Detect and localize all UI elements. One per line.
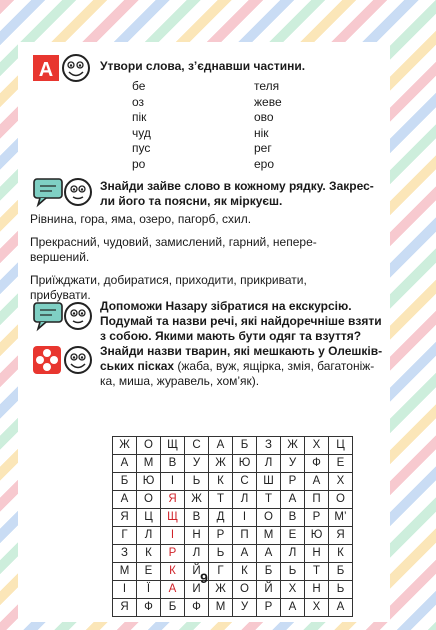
syllable-left: оз [132,94,145,109]
syllable-left: ро [132,156,146,171]
speech-bubble-icon [32,174,94,208]
grid-cell[interactable]: І [233,509,257,527]
grid-row [113,491,353,509]
grid-cell[interactable]: У [281,455,305,473]
grid-cell[interactable]: Г [209,563,233,581]
grid-cell[interactable]: Б [233,437,257,455]
grid-cell[interactable]: Л [137,527,161,545]
grid-cell[interactable]: А [257,545,281,563]
grid-row [113,473,353,491]
grid-cell[interactable]: М [137,455,161,473]
grid-cell[interactable]: З [113,545,137,563]
task4-line-bold: ських пісках [100,359,175,373]
grid-cell[interactable]: І [161,527,185,545]
grid-cell[interactable]: Р [161,545,185,563]
grid-cell[interactable]: Щ [161,437,185,455]
grid-cell[interactable]: Ь [329,581,353,599]
grid-row [113,527,353,545]
svg-text:A: A [38,59,54,81]
grid-cell[interactable]: Е [137,563,161,581]
grid-cell[interactable]: Р [257,599,281,617]
letter-a-icon [32,52,94,84]
odd-word-row-line: прибувати. [30,288,91,302]
grid-cell[interactable]: Ь [281,563,305,581]
grid-cell[interactable]: Т [209,491,233,509]
task3-line: з собою. Якими мають бути одяг та взуття? [100,329,362,343]
task4-animal-hint: ка, миша, журавель, хом’як). [100,374,260,388]
grid-cell[interactable]: И [185,581,209,599]
grid-cell[interactable]: Г [113,527,137,545]
grid-cell[interactable]: О [137,491,161,509]
grid-cell[interactable]: Х [305,599,329,617]
grid-cell[interactable]: Л [233,491,257,509]
grid-cell[interactable]: Б [257,563,281,581]
task3-text [100,299,382,344]
syllable-left: бе [132,79,146,93]
grid-cell[interactable]: М [113,563,137,581]
grid-cell[interactable]: Ю [233,455,257,473]
task1-title: Утвори слова, з’єднавши частини. [100,59,306,73]
grid-cell[interactable]: Ь [209,545,233,563]
page-number: 9 [200,570,208,586]
grid-cell[interactable]: Ф [185,599,209,617]
odd-word-row-line: Рівнина, гора, яма, озеро, пагорб, схил. [30,212,252,226]
grid-cell[interactable]: Щ [161,509,185,527]
grid-cell[interactable]: Н [185,527,209,545]
grid-cell[interactable]: І [161,473,185,491]
grid-cell[interactable]: Я [329,527,353,545]
syllable-left: пус [132,141,151,155]
odd-word-row-line: вершений. [30,250,90,264]
grid-cell[interactable]: В [161,455,185,473]
grid-cell[interactable]: Н [305,545,329,563]
word-search-grid [112,436,353,617]
odd-word-row [30,235,317,265]
grid-cell[interactable]: О [257,509,281,527]
grid-cell[interactable]: Н [305,581,329,599]
odd-word-row [30,212,251,227]
grid-cell[interactable]: Ю [137,473,161,491]
grid-cell[interactable]: Ї [137,581,161,599]
grid-cell[interactable]: І [113,581,137,599]
grid-cell[interactable]: Ж [185,491,209,509]
grid-cell[interactable]: Ж [281,437,305,455]
task3-line: Подумай та назви речі, які найдоречніше взяти [100,314,382,328]
grid-cell[interactable]: Д [209,509,233,527]
grid-cell[interactable]: А [161,581,185,599]
grid-cell[interactable]: А [281,491,305,509]
grid-cell[interactable]: Й [257,581,281,599]
grid-cell[interactable]: А [113,491,137,509]
grid-cell[interactable]: К [137,545,161,563]
grid-row [113,599,353,617]
grid-cell[interactable]: О [137,437,161,455]
task2-title-line: Знайди зайве слово в кожному рядку. Закрес- [100,179,374,193]
grid-cell[interactable]: К [209,473,233,491]
grid-cell[interactable]: Я [161,491,185,509]
grid-cell[interactable]: М [209,599,233,617]
grid-cell[interactable]: К [329,545,353,563]
task4-text [100,344,382,389]
grid-cell[interactable]: С [233,473,257,491]
grid-cell[interactable]: М’ [329,509,353,527]
grid-cell[interactable]: Л [185,545,209,563]
grid-cell[interactable]: О [329,491,353,509]
task4-line: Знайди назви тварин, які мешкають у Олешків- [100,344,383,358]
syllable-right: нік [254,125,269,140]
grid-row [113,545,353,563]
grid-cell[interactable]: Б [113,473,137,491]
grid-cell[interactable]: П [305,491,329,509]
grid-cell[interactable]: А [329,599,353,617]
grid-row [113,437,353,455]
grid-cell[interactable]: Й [185,563,209,581]
grid-cell[interactable]: У [185,455,209,473]
grid-cell[interactable]: Б [329,563,353,581]
grid-cell[interactable]: З [257,437,281,455]
grid-cell[interactable]: О [233,581,257,599]
flower-icon [32,343,94,377]
syllable-right: теля [254,79,280,93]
grid-cell[interactable]: Ц [329,437,353,455]
grid-cell[interactable]: Ф [305,455,329,473]
odd-word-row-line: Приїжджати, добиратися, приходити, прикривати, [30,273,307,287]
syllable-left: пік [132,110,147,124]
grid-cell[interactable]: Е [281,527,305,545]
odd-word-row-line: Прекрасний, чудовий, замислений, гарний, непере- [30,235,317,249]
grid-cell[interactable]: А [233,545,257,563]
grid-cell[interactable]: Я [113,509,137,527]
grid-cell[interactable]: Я [113,599,137,617]
grid-cell[interactable]: Б [161,599,185,617]
syllable-right: ово [254,110,274,124]
syllable-right: жеве [254,94,282,109]
syllable-right: еро [254,156,275,171]
grid-cell[interactable]: Х [305,437,329,455]
grid-cell[interactable]: Р [209,527,233,545]
task3-line: Допоможи Назару зібратися на екскурсію. [100,299,352,313]
grid-cell[interactable]: Т [305,563,329,581]
grid-cell[interactable]: А [305,473,329,491]
grid-cell[interactable]: Ф [137,599,161,617]
grid-cell[interactable]: Т [257,491,281,509]
grid-cell[interactable]: Р [305,509,329,527]
grid-cell[interactable]: Л [257,455,281,473]
syllable-right: рег [254,141,272,155]
grid-cell[interactable]: Ц [137,509,161,527]
grid-cell[interactable]: Х [329,473,353,491]
speech-bubble-icon [32,298,94,332]
grid-cell[interactable]: У [233,599,257,617]
grid-cell[interactable]: А [113,455,137,473]
grid-cell[interactable]: С [185,437,209,455]
grid-cell[interactable]: Л [281,545,305,563]
grid-cell[interactable]: Е [329,455,353,473]
grid-cell[interactable]: Ж [209,581,233,599]
grid-cell[interactable]: П [233,527,257,545]
grid-cell[interactable]: Ж [113,437,137,455]
grid-row [113,509,353,527]
grid-cell[interactable]: Ж [209,455,233,473]
grid-row [113,455,353,473]
grid-cell[interactable]: Ь [185,473,209,491]
task4-line [100,359,382,374]
page [18,42,390,622]
grid-cell[interactable]: Х [281,581,305,599]
task2-title [100,179,374,209]
grid-cell[interactable]: А [281,599,305,617]
grid-cell[interactable]: В [281,509,305,527]
grid-cell[interactable]: Ю [305,527,329,545]
grid-cell[interactable]: К [233,563,257,581]
grid-cell[interactable]: М [257,527,281,545]
grid-cell[interactable]: К [161,563,185,581]
grid-cell[interactable]: В [185,509,209,527]
grid-cell[interactable]: Ш [257,473,281,491]
task2-title-line: ли його та поясни, як міркуєш. [100,194,283,208]
task4-animal-hint: (жаба, вуж, ящірка, змія, багатоніж- [174,359,375,373]
syllable-left: чуд [132,125,151,140]
grid-cell[interactable]: Р [281,473,305,491]
grid-cell[interactable]: А [209,437,233,455]
